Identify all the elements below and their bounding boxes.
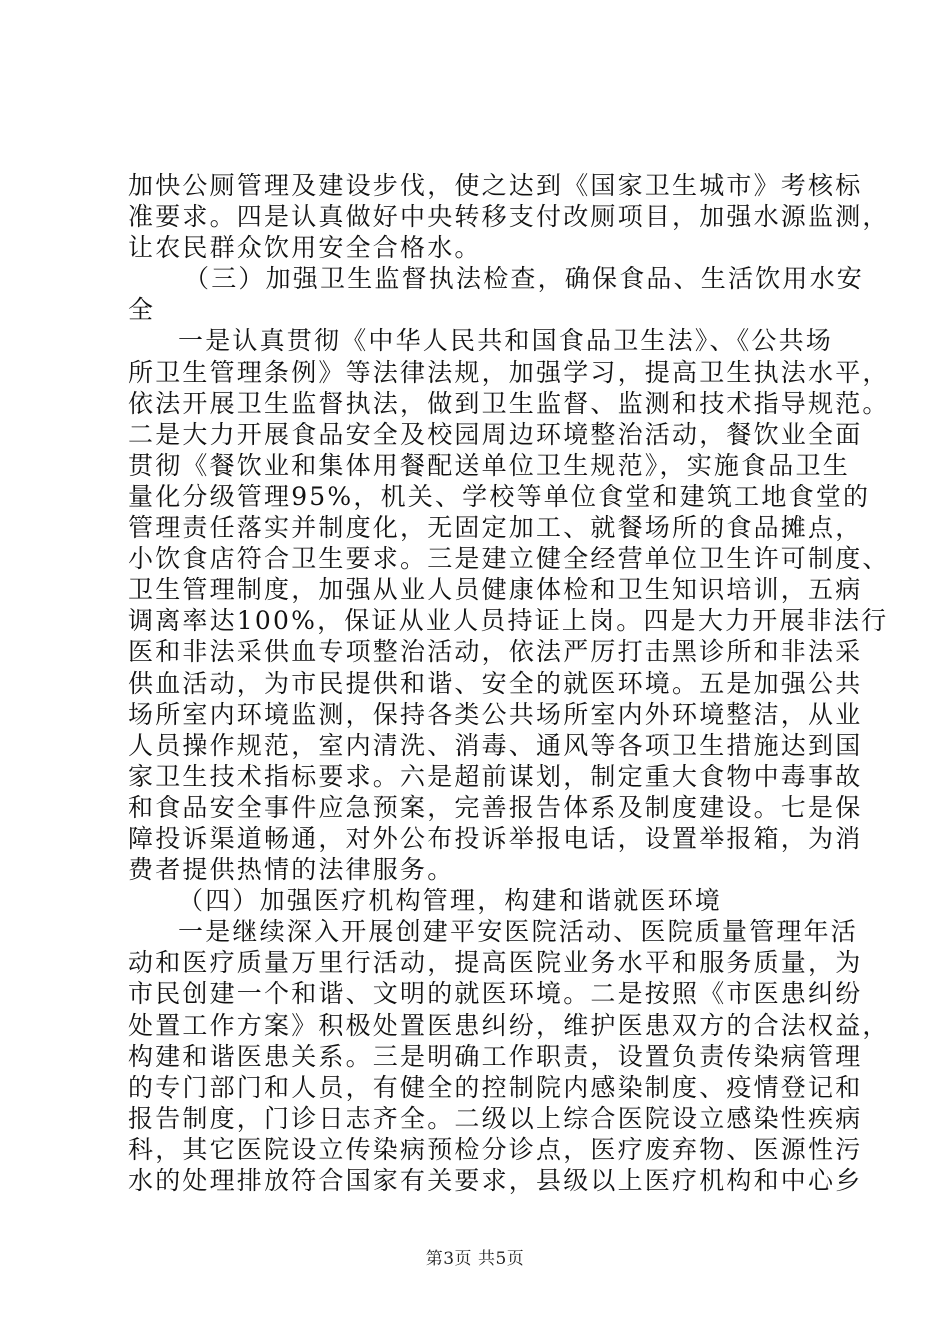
text-line: 供血活动，为市民提供和谐、安全的就医环境。五是加强公共: [128, 668, 863, 698]
text-line: 二是大力开展食品安全及校园周边环境整治活动，餐饮业全面: [128, 419, 863, 449]
text-line: 小饮食店符合卫生要求。三是建立健全经营单位卫生许可制度、: [128, 544, 890, 574]
text-line: 构建和谐医患关系。三是明确工作职责，设置负责传染病管理: [128, 1041, 863, 1071]
text-line: 让农民群众饮用安全合格水。: [128, 233, 482, 263]
text-line: 卫生管理制度，加强从业人员健康体检和卫生知识培训，五病: [128, 575, 863, 605]
text-line: 障投诉渠道畅通，对外公布投诉举报电话，设置举报箱，为消: [128, 823, 863, 853]
text-line: 依法开展卫生监督执法，做到卫生监督、监测和技术指导规范。: [128, 388, 890, 418]
text-line: 所卫生管理条例》等法律法规，加强学习，提高卫生执法水平，: [128, 357, 890, 387]
text-line: 贯彻《餐饮业和集体用餐配送单位卫生规范》，实施食品卫生: [128, 450, 850, 480]
text-line: 场所室内环境监测，保持各类公共场所室内外环境整洁，从业: [128, 699, 863, 729]
text-line: 报告制度，门诊日志齐全。二级以上综合医院设立感染性疾病: [128, 1103, 863, 1133]
text-line: 和食品安全事件应急预案，完善报告体系及制度建设。七是保: [128, 792, 863, 822]
text-line: 调离率达100%，保证从业人员持证上岗。四是大力开展非法行: [128, 606, 889, 636]
document-body: [128, 170, 890, 1196]
text-line: 全: [128, 295, 156, 325]
text-line: 准要求。四是认真做好中央转移支付改厕项目，加强水源监测，: [128, 202, 890, 232]
text-line: 市民创建一个和谐、文明的就医环境。二是按照《市医患纠纷: [128, 979, 863, 1009]
text-line: 动和医疗质量万里行活动，提高医院业务水平和服务质量，为: [128, 948, 863, 978]
text-line: 处置工作方案》积极处置医患纠纷，维护医患双方的合法权益，: [128, 1010, 890, 1040]
text-line: 水的处理排放符合国家有关要求，县级以上医疗机构和中心乡: [128, 1166, 863, 1195]
text-line: 量化分级管理95%，机关、学校等单位食堂和建筑工地食堂的: [128, 481, 871, 511]
text-line: 人员操作规范，室内清洗、消毒、通风等各项卫生措施达到国: [128, 730, 863, 760]
text-line: （四）加强医疗机构管理，构建和谐就医环境: [178, 886, 723, 916]
text-line: 家卫生技术指标要求。六是超前谋划，制定重大食物中毒事故: [128, 761, 863, 791]
text-line: 加快公厕管理及建设步伐，使之达到《国家卫生城市》考核标: [128, 171, 863, 200]
text-line: 医和非法采供血专项整治活动，依法严厉打击黑诊所和非法采: [128, 637, 863, 667]
text-line: （三）加强卫生监督执法检查，确保食品、生活饮用水安: [184, 264, 865, 294]
page-footer: 第3页 共5页: [425, 1249, 525, 1269]
text-line: 费者提供热情的法律服务。: [128, 855, 455, 885]
text-line: 科，其它医院设立传染病预检分诊点，医疗废弃物、医源性污: [128, 1134, 863, 1164]
text-line: 的专门部门和人员，有健全的控制院内感染制度、疫情登记和: [128, 1072, 863, 1102]
text-line: 管理责任落实并制度化，无固定加工、就餐场所的食品摊点，: [128, 513, 863, 543]
text-line: 一是认真贯彻《中华人民共和国食品卫生法》、《公共场: [178, 326, 834, 356]
text-line: 一是继续深入开展创建平安医院活动、医院质量管理年活: [178, 917, 859, 947]
